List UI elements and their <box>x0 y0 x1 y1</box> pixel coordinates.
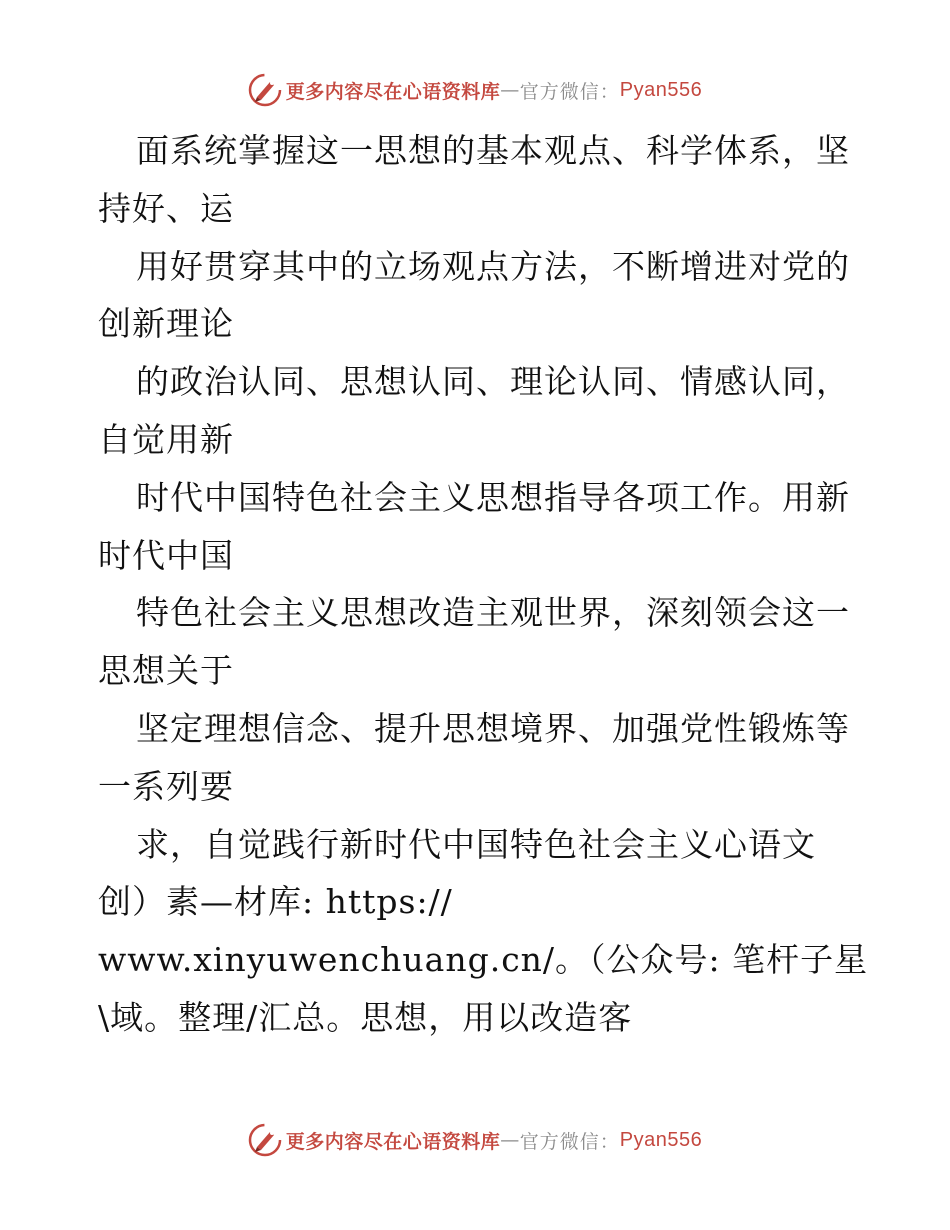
text-line: 时代中国 <box>98 535 234 575</box>
header-dash: — <box>500 79 520 101</box>
text-line: 持好、运 <box>98 188 234 228</box>
text-line: www.xinyuwenchuang.cn/。（公众号: 笔杆子星 <box>98 940 869 980</box>
document-body <box>98 122 869 1047</box>
pen-swirl-logo-icon <box>248 73 282 107</box>
text-line: 思想关于 <box>98 651 234 691</box>
header-wechat-label: 官方微信： <box>519 80 620 103</box>
text-line: 创新理论 <box>98 304 234 344</box>
footer-wechat-label: 官方微信： <box>519 1130 620 1153</box>
text-line: 特色社会主义思想改造主观世界，深刻领会这一 <box>136 593 850 633</box>
header-brand-text: 更多内容尽在心语资料库 <box>285 80 501 103</box>
text-line: 坚定理想信念、提升思想境界、加强党性锻炼等 <box>136 708 850 748</box>
footer-dash: — <box>500 1129 520 1151</box>
header-wechat-id: Pyan556 <box>619 78 703 101</box>
text-line: 时代中国特色社会主义思想指导各项工作。用新 <box>136 477 850 517</box>
header-banner <box>0 70 950 110</box>
footer-wechat-id: Pyan556 <box>619 1128 703 1151</box>
text-line: 面系统掌握这一思想的基本观点、科学体系，坚 <box>136 131 850 170</box>
text-line: 的政治认同、思想认同、理论认同、情感认同， <box>136 362 850 402</box>
pen-swirl-logo-icon <box>248 1123 282 1157</box>
text-line: 创）素—材库: https:// <box>98 882 453 922</box>
text-line: 用好贯穿其中的立场观点方法，不断增进对党的 <box>136 246 850 286</box>
text-line: 一系列要 <box>98 766 234 806</box>
text-line: \域。整理/汇总。思想，用以改造客 <box>98 997 633 1037</box>
text-line: 求，自觉践行新时代中国特色社会主义心语文 <box>136 824 816 864</box>
text-line: 自觉用新 <box>98 419 234 459</box>
footer-brand-text: 更多内容尽在心语资料库 <box>285 1130 501 1153</box>
footer-banner <box>0 1120 950 1160</box>
